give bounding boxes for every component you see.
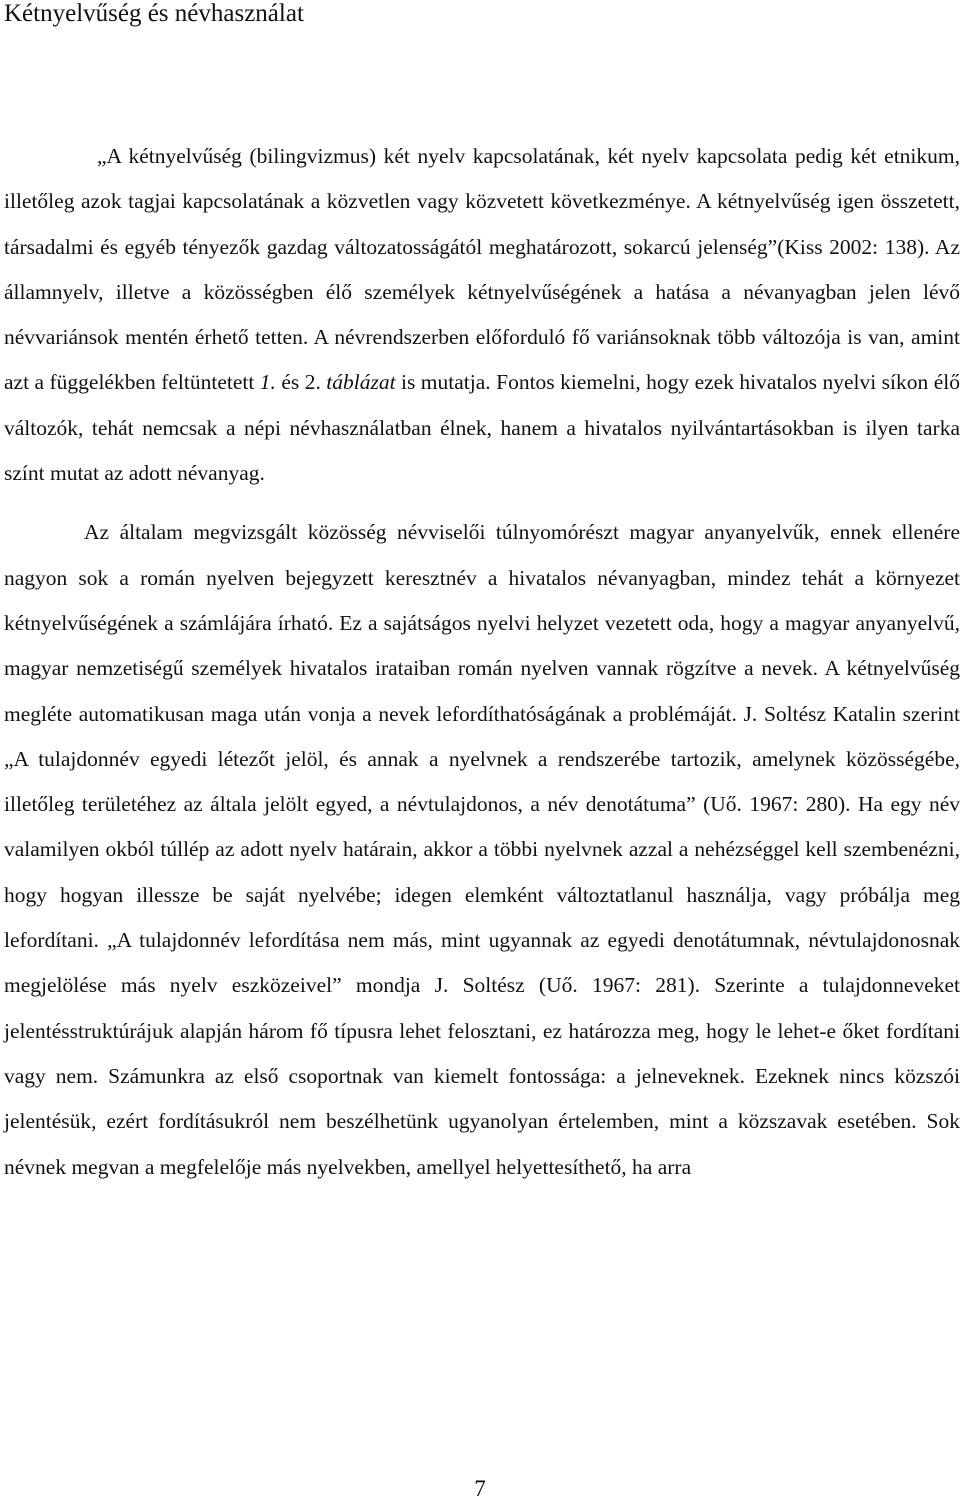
- paragraph-1: [4, 134, 960, 496]
- paragraph-1-text-b: és 2.: [275, 370, 327, 395]
- page-title: Kétnyelvűség és névhasználat: [4, 0, 304, 27]
- table-ref-italic-1: 1.: [259, 370, 276, 395]
- body-text: [4, 134, 960, 1190]
- table-ref-italic-2: táblázat: [326, 370, 396, 395]
- page-number: 7: [474, 1476, 486, 1501]
- paragraph-1-text-c: is mutatja. Fontos kiemelni, hogy ezek hivatalos nyelvi síkon élő változók, tehát nemcsak a népi névhasználatban élnek, hanem a hivatalos nyilvántartásokban is ilyen tarka színt mutat az adott névanyag.: [4, 370, 960, 486]
- paragraph-2: Az általam megvizsgált közösség névviselői túlnyomórészt magyar anyanyelvűk, ennek ellenére nagyon sok a román nyelven bejegyzett keresztnév a hivatalos névanyagban, mindez tehát a környezet kétnyelvűségének a számlájára írható. Ez a sajátságos nyelvi helyzet vezetett oda, hogy a magyar anyanyelvű, magyar nemzetiségű személyek hivatalos irataiban román nyelven vannak rögzítve a nevek. A kétnyelvűség megléte automatikusan maga után vonja a nevek lefordíthatóságának a problémáját. J. Soltész Katalin szerint „A tulajdonnév egyedi létezőt jelöl, és annak a nyelvnek a rendszerébe tartozik, amelynek közösségébe, illetőleg területéhez az általa jelölt egyed, a névtulajdonos, a név denotátuma” (Uő. 1967: 280). Ha egy név valamilyen okból túllép az adott nyelv határain, akkor a többi nyelvnek azzal a nehézséggel kell szembenézni, hogy hogyan illessze be saját nyelvébe; idegen elemként változtatlanul használja, vagy próbálja meg lefordítani. „A tulajdonnév lefordítása nem más, mint ugyannak az egyedi denotátumnak, névtulajdonosnak megjelölése más nyelv eszközeivel” mondja J. Soltész (Uő. 1967: 281). Szerinte a tulajdonneveket jelentésstruktúrájuk alapján három fő típusra lehet felosztani, ez határozza meg, hogy le lehet-e őket fordítani vagy nem. Számunkra az első csoportnak van kiemelt fontossága: a jelneveknek. Ezeknek nincs közszói jelentésük, ezért fordításukról nem beszélhetünk ugyanolyan értelemben, mint a közszavak esetében. Sok névnek megvan a megfelelője más nyelvekben, amellyel helyettesíthető, ha arra: [4, 520, 960, 1179]
- paragraph-1-text-a: „A kétnyelvűség (bilingvizmus) két nyelv kapcsolatának, két nyelv kapcsolata pedig két etnikum, illetőleg azok tagjai kapcsolatának a közvetlen vagy közvetett következménye. A kétnyelvűség igen összetett, társadalmi és egyéb tényezők gazdag változatosságától meghatározott, sokarcú jelenség”(Kiss 2002: 138). Az államnyelv, illetve a közösségben élő személyek kétnyelvűségének a hatása a névanyagban jelen lévő névvariánsok mentén érhető tetten. A névrendszerben előforduló fő variánsoknak több változója is van, amint azt a függelékben feltüntetett: [4, 144, 960, 395]
